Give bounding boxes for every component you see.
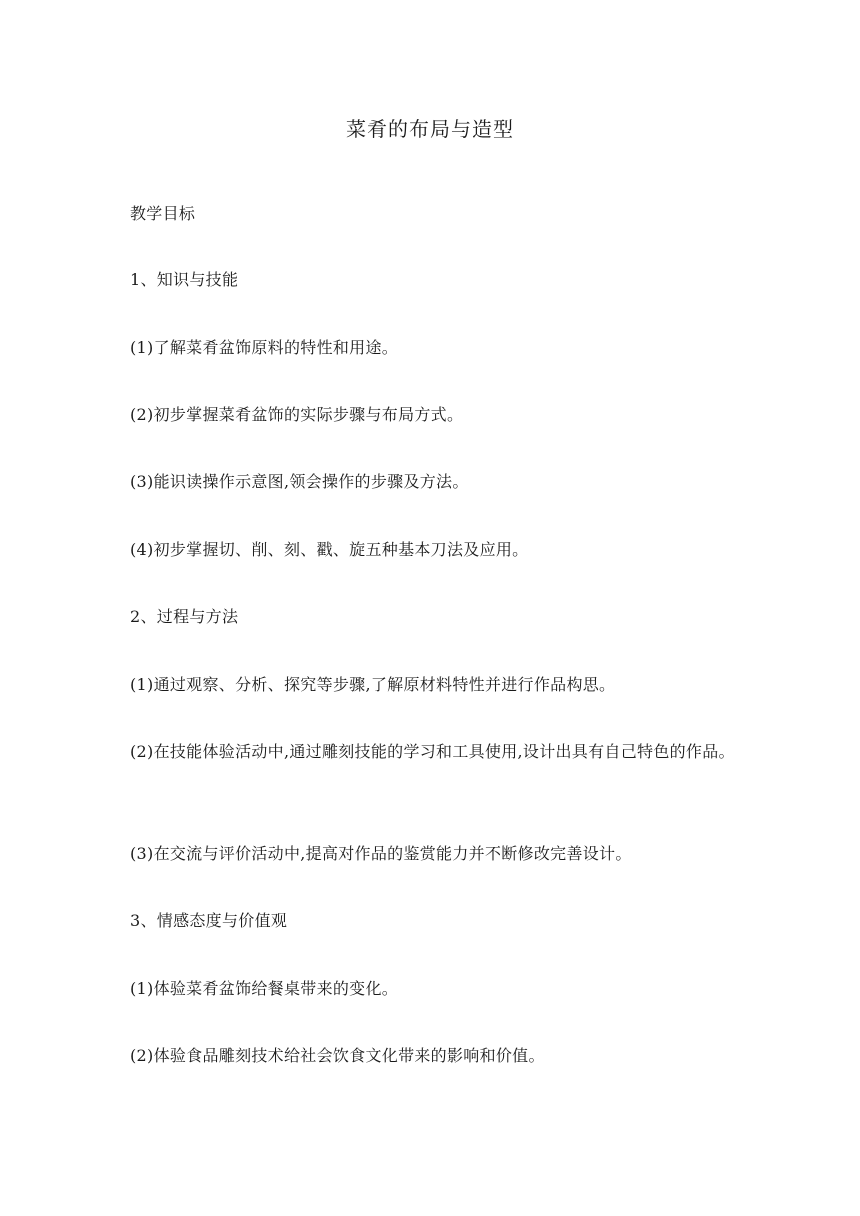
document-title: 菜肴的布局与造型 <box>346 117 514 141</box>
list-item: (4)初步掌握切、削、刻、戳、旋五种基本刀法及应用。 <box>130 540 529 559</box>
section-heading-knowledge-skills: 1、知识与技能 <box>130 270 239 289</box>
list-item: (2)体验食品雕刻技术给社会饮食文化带来的影响和价值。 <box>130 1046 545 1065</box>
section-heading-process-methods: 2、过程与方法 <box>130 607 239 626</box>
list-item: (1)了解菜肴盆饰原料的特性和用途。 <box>130 338 399 357</box>
list-item: (2)在技能体验活动中,通过雕刻技能的学习和工具使用,设计出具有自己特色的作品。 <box>130 742 735 761</box>
list-item: (1)体验菜肴盆饰给餐桌带来的变化。 <box>130 979 399 998</box>
section-heading-attitudes-values: 3、情感态度与价值观 <box>130 911 288 930</box>
list-item: (3)在交流与评价活动中,提高对作品的鉴赏能力并不断修改完善设计。 <box>130 844 632 863</box>
section-heading-objectives: 教学目标 <box>130 204 196 223</box>
list-item: (3)能识读操作示意图,领会操作的步骤及方法。 <box>130 472 469 491</box>
list-item: (2)初步掌握菜肴盆饰的实际步骤与布局方式。 <box>130 405 464 424</box>
list-item: (1)通过观察、分析、探究等步骤,了解原材料特性并进行作品构思。 <box>130 675 616 694</box>
